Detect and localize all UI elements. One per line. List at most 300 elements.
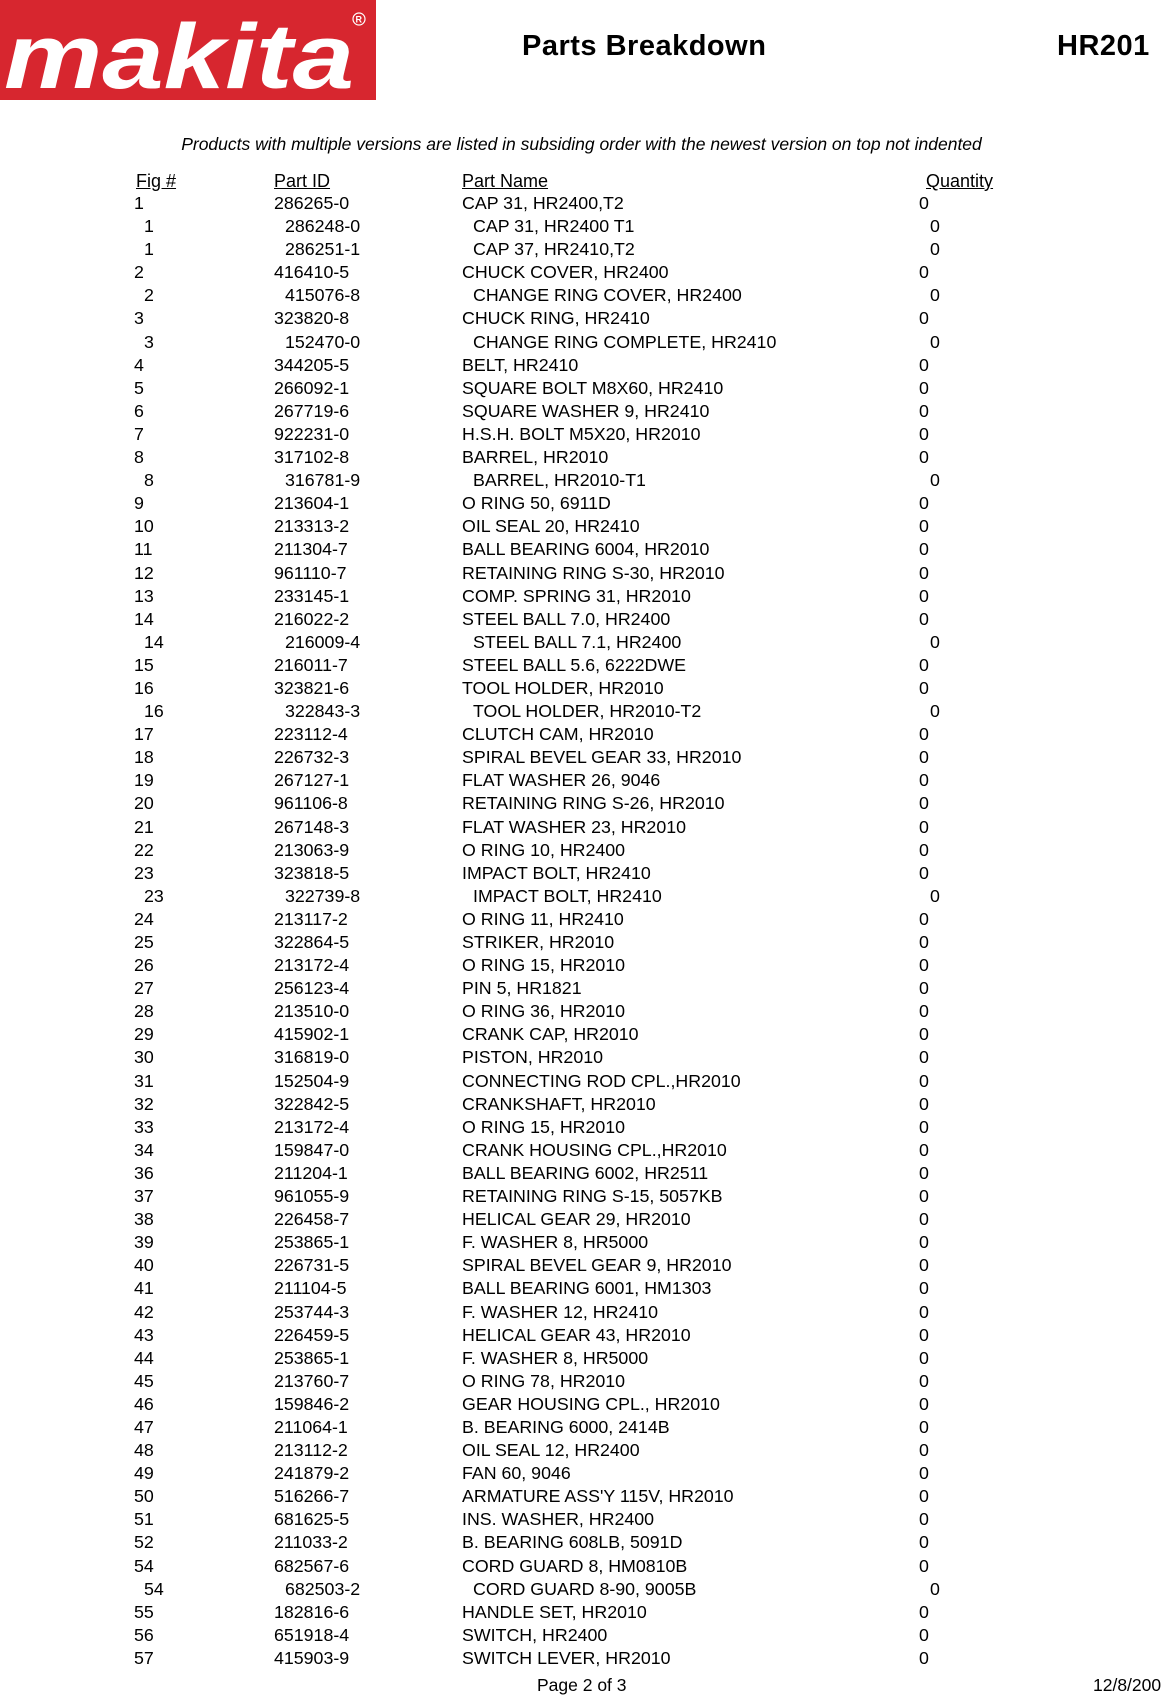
fig-number: 26	[134, 955, 154, 976]
fig-number: 22	[134, 839, 154, 860]
quantity: 0	[919, 516, 929, 537]
part-id: 182816-6	[274, 1601, 350, 1622]
quantity: 0	[919, 262, 929, 283]
fig-number: 2	[134, 262, 144, 283]
quantity: 0	[919, 1093, 929, 1114]
quantity: 0	[919, 1139, 929, 1160]
part-name: B. BEARING 6000, 2414B	[462, 1416, 670, 1437]
part-name: PIN 5, HR1821	[462, 978, 582, 999]
quantity: 0	[919, 1301, 929, 1322]
table-row	[0, 608, 1163, 631]
fig-number: 10	[134, 516, 154, 537]
table-row	[0, 746, 1163, 769]
fig-number: 38	[134, 1209, 154, 1230]
part-id: 286248-0	[285, 216, 361, 237]
table-row	[0, 1485, 1163, 1508]
part-name: CORD GUARD 8, HM0810B	[462, 1555, 688, 1576]
part-id: 253865-1	[274, 1347, 350, 1368]
table-row-alternate-version	[0, 284, 1163, 307]
part-id: 323820-8	[274, 308, 350, 329]
table-row-alternate-version	[0, 885, 1163, 908]
quantity: 0	[919, 1486, 929, 1507]
quantity: 0	[919, 1001, 929, 1022]
table-row-alternate-version	[0, 238, 1163, 261]
logo-wordmark: makita	[4, 6, 354, 100]
table-row	[0, 1023, 1163, 1046]
fig-number: 56	[134, 1624, 154, 1645]
part-id: 213172-4	[274, 955, 350, 976]
table-row	[0, 1462, 1163, 1485]
fig-number: 11	[134, 539, 153, 560]
quantity: 0	[930, 885, 940, 906]
column-header-part-id: Part ID	[274, 171, 331, 191]
table-row	[0, 723, 1163, 746]
part-id: 286251-1	[285, 239, 361, 260]
quantity: 0	[919, 1255, 929, 1276]
quantity: 0	[930, 331, 940, 352]
part-name: IMPACT BOLT, HR2410	[462, 862, 651, 883]
part-name: CLUTCH CAM, HR2010	[462, 724, 654, 745]
table-row	[0, 769, 1163, 792]
fig-number: 5	[134, 377, 144, 398]
fig-number: 51	[134, 1509, 154, 1530]
part-name: CAP 31, HR2400 T1	[473, 216, 635, 237]
part-id: 152470-0	[285, 331, 361, 352]
part-name: B. BEARING 608LB, 5091D	[462, 1532, 683, 1553]
quantity: 0	[919, 908, 929, 929]
fig-number: 17	[134, 724, 154, 745]
part-id: 316819-0	[274, 1047, 350, 1068]
table-row	[0, 792, 1163, 815]
part-name: H.S.H. BOLT M5X20, HR2010	[462, 423, 701, 444]
table-row	[0, 1647, 1163, 1670]
part-name: INS. WASHER, HR2400	[462, 1509, 655, 1530]
quantity: 0	[919, 423, 929, 444]
part-name: BALL BEARING 6002, HR2511	[462, 1162, 709, 1183]
listing-note: Products with multiple versions are listed in subsiding order with the newest version on top not indented	[181, 134, 982, 154]
quantity: 0	[919, 377, 929, 398]
quantity: 0	[919, 816, 929, 837]
fig-number: 13	[134, 585, 154, 606]
fig-number: 8	[134, 447, 144, 468]
table-row	[0, 1531, 1163, 1554]
part-name: O RING 50, 6911D	[462, 493, 611, 514]
part-id: 267719-6	[274, 400, 350, 421]
part-id: 516266-7	[274, 1486, 350, 1507]
table-row-alternate-version	[0, 1578, 1163, 1601]
table-row	[0, 446, 1163, 469]
trademark-letter: R	[355, 14, 362, 25]
fig-number: 34	[134, 1139, 154, 1160]
table-row	[0, 585, 1163, 608]
part-name: F. WASHER 8, HR5000	[462, 1347, 649, 1368]
quantity: 0	[919, 1532, 929, 1553]
quantity: 0	[919, 585, 929, 606]
quantity: 0	[930, 701, 940, 722]
part-id: 226458-7	[274, 1209, 350, 1230]
part-name: HELICAL GEAR 29, HR2010	[462, 1209, 691, 1230]
part-name: O RING 15, HR2010	[462, 1116, 626, 1137]
quantity: 0	[919, 354, 929, 375]
fig-number: 15	[134, 654, 154, 675]
fig-number: 49	[134, 1463, 154, 1484]
table-row	[0, 1093, 1163, 1116]
part-id: 323818-5	[274, 862, 350, 883]
print-date: 12/8/200	[1093, 1675, 1162, 1695]
part-id: 213760-7	[274, 1370, 350, 1391]
part-name: TOOL HOLDER, HR2010	[462, 677, 664, 698]
part-name: STRIKER, HR2010	[462, 932, 615, 952]
quantity: 0	[919, 724, 929, 745]
part-name: CHANGE RING COMPLETE, HR2410	[473, 331, 777, 352]
table-row	[0, 1324, 1163, 1347]
fig-number: 19	[134, 770, 154, 791]
table-row	[0, 1139, 1163, 1162]
quantity: 0	[919, 677, 929, 698]
quantity: 0	[930, 1578, 940, 1599]
part-name: STEEL BALL 7.1, HR2400	[473, 631, 682, 652]
table-row	[0, 954, 1163, 977]
part-name: GEAR HOUSING CPL., HR2010	[462, 1393, 720, 1414]
part-name: TOOL HOLDER, HR2010-T2	[473, 701, 702, 722]
table-row	[0, 400, 1163, 423]
fig-number: 9	[134, 493, 144, 514]
quantity: 0	[919, 1324, 929, 1345]
part-name: RETAINING RING S-15, 5057KB	[462, 1186, 723, 1207]
table-row	[0, 1555, 1163, 1578]
part-id: 322739-8	[285, 885, 361, 906]
part-name: HANDLE SET, HR2010	[462, 1601, 647, 1622]
fig-number: 33	[134, 1116, 154, 1137]
fig-number: 31	[134, 1070, 154, 1091]
part-id: 159846-2	[274, 1393, 350, 1414]
part-name: FLAT WASHER 23, HR2010	[462, 816, 686, 837]
table-row	[0, 1439, 1163, 1462]
quantity: 0	[930, 239, 940, 260]
fig-number: 41	[134, 1278, 154, 1299]
quantity: 0	[919, 1070, 929, 1091]
table-row	[0, 1277, 1163, 1300]
part-id: 317102-8	[274, 447, 350, 468]
part-name: ARMATURE ASS'Y 115V, HR2010	[462, 1486, 734, 1507]
part-id: 211033-2	[274, 1532, 348, 1553]
part-name: O RING 36, HR2010	[462, 1001, 626, 1022]
fig-number: 1	[134, 193, 144, 213]
fig-number: 18	[134, 747, 154, 768]
part-name: SWITCH, HR2400	[462, 1624, 608, 1645]
table-row	[0, 816, 1163, 839]
quantity: 0	[919, 1024, 929, 1045]
part-id: 213172-4	[274, 1116, 350, 1137]
part-name: O RING 10, HR2400	[462, 839, 626, 860]
part-name: OIL SEAL 12, HR2400	[462, 1440, 640, 1461]
quantity: 0	[919, 1209, 929, 1230]
fig-number: 42	[134, 1301, 154, 1322]
quantity: 0	[919, 1463, 929, 1484]
quantity: 0	[919, 1347, 929, 1368]
quantity: 0	[919, 1509, 929, 1530]
part-id: 267148-3	[274, 816, 350, 837]
part-id: 226731-5	[274, 1255, 350, 1276]
table-row	[0, 1208, 1163, 1231]
fig-number: 24	[134, 908, 154, 929]
table-row	[0, 192, 1163, 215]
table-row	[0, 1416, 1163, 1439]
part-id: 159847-0	[274, 1139, 350, 1160]
table-row	[0, 1000, 1163, 1023]
quantity: 0	[919, 839, 929, 860]
table-row	[0, 307, 1163, 330]
part-id: 152504-9	[274, 1070, 350, 1091]
quantity: 0	[919, 1232, 929, 1253]
part-id: 213313-2	[274, 516, 350, 537]
quantity: 0	[919, 539, 929, 560]
part-id: 682503-2	[285, 1578, 361, 1599]
fig-number: 2	[144, 285, 154, 306]
fig-number: 1	[144, 239, 154, 260]
part-name: PISTON, HR2010	[462, 1047, 603, 1068]
part-name: CRANKSHAFT, HR2010	[462, 1093, 656, 1114]
part-name: SQUARE WASHER 9, HR2410	[462, 400, 710, 421]
quantity: 0	[919, 1162, 929, 1183]
part-id: 682567-6	[274, 1555, 350, 1576]
quantity: 0	[919, 1601, 929, 1622]
quantity: 0	[919, 1186, 929, 1207]
part-name: OIL SEAL 20, HR2410	[462, 516, 640, 537]
part-name: CRANK HOUSING CPL.,HR2010	[462, 1139, 727, 1160]
model-number: HR201	[1057, 30, 1150, 62]
part-id: 961106-8	[274, 793, 348, 814]
quantity: 0	[919, 654, 929, 675]
part-id: 681625-5	[274, 1509, 350, 1530]
column-header-quantity: Quantity	[926, 171, 994, 191]
fig-number: 50	[134, 1486, 154, 1507]
part-name: SWITCH LEVER, HR2010	[462, 1647, 671, 1668]
quantity: 0	[919, 400, 929, 421]
quantity: 0	[919, 1624, 929, 1645]
quantity: 0	[930, 470, 940, 491]
table-row-alternate-version	[0, 331, 1163, 354]
quantity: 0	[919, 955, 929, 976]
part-name: COMP. SPRING 31, HR2010	[462, 585, 691, 606]
quantity: 0	[919, 1278, 929, 1299]
part-id: 213112-2	[274, 1440, 348, 1461]
part-id: 322843-3	[285, 701, 361, 722]
table-row	[0, 538, 1163, 561]
part-id: 286265-0	[274, 193, 350, 213]
part-id: 415903-9	[274, 1647, 350, 1668]
part-id: 226459-5	[274, 1324, 350, 1345]
part-id: 213604-1	[274, 493, 350, 514]
fig-number: 55	[134, 1601, 154, 1622]
column-header-part-name: Part Name	[462, 171, 549, 191]
table-row	[0, 1393, 1163, 1416]
part-id: 253865-1	[274, 1232, 350, 1253]
part-id: 415902-1	[274, 1024, 350, 1045]
part-id: 961055-9	[274, 1186, 350, 1207]
part-name: CHUCK RING, HR2410	[462, 308, 650, 329]
table-row	[0, 1508, 1163, 1531]
table-row	[0, 354, 1163, 377]
fig-number: 54	[134, 1555, 154, 1576]
part-name: BARREL, HR2010-T1	[473, 470, 646, 491]
part-id: 226732-3	[274, 747, 350, 768]
part-name: RETAINING RING S-26, HR2010	[462, 793, 725, 814]
part-id: 211104-5	[274, 1278, 347, 1299]
quantity: 0	[919, 447, 929, 468]
part-name: BALL BEARING 6004, HR2010	[462, 539, 710, 560]
table-row	[0, 1162, 1163, 1185]
part-name: O RING 11, HR2410	[462, 908, 624, 929]
part-name: IMPACT BOLT, HR2410	[473, 885, 662, 906]
table-row	[0, 908, 1163, 931]
part-name: CORD GUARD 8-90, 9005B	[473, 1578, 697, 1599]
part-name: SQUARE BOLT M8X60, HR2410	[462, 377, 724, 398]
fig-number: 44	[134, 1347, 154, 1368]
quantity: 0	[919, 1647, 929, 1668]
part-id: 416410-5	[274, 262, 350, 283]
table-row	[0, 377, 1163, 400]
part-name: BELT, HR2410	[462, 354, 579, 375]
part-name: O RING 78, HR2010	[462, 1370, 626, 1391]
table-row	[0, 1254, 1163, 1277]
part-id: 266092-1	[274, 377, 350, 398]
part-id: 344205-5	[274, 354, 350, 375]
part-id: 322842-5	[274, 1093, 350, 1114]
quantity: 0	[930, 216, 940, 237]
part-name: O RING 15, HR2010	[462, 955, 626, 976]
quantity: 0	[930, 285, 940, 306]
table-row	[0, 1046, 1163, 1069]
fig-number: 32	[134, 1093, 154, 1114]
table-row	[0, 862, 1163, 885]
fig-number: 46	[134, 1393, 154, 1414]
table-row-alternate-version	[0, 631, 1163, 654]
table-row	[0, 677, 1163, 700]
part-id: 651918-4	[274, 1624, 350, 1645]
table-row-alternate-version	[0, 215, 1163, 238]
part-id: 211204-1	[274, 1162, 348, 1183]
fig-number: 12	[134, 562, 154, 583]
table-row-alternate-version	[0, 700, 1163, 723]
fig-number: 21	[134, 816, 154, 837]
part-name: STEEL BALL 7.0, HR2400	[462, 608, 671, 629]
part-name: CAP 31, HR2400,T2	[462, 193, 624, 213]
table-row	[0, 1370, 1163, 1393]
part-name: F. WASHER 12, HR2410	[462, 1301, 658, 1322]
part-id: 216011-7	[274, 654, 348, 675]
fig-number: 16	[144, 701, 164, 722]
part-id: 216009-4	[285, 631, 361, 652]
table-row	[0, 977, 1163, 1000]
fig-number: 23	[134, 862, 154, 883]
quantity: 0	[919, 793, 929, 814]
part-id: 213117-2	[274, 908, 348, 929]
table-row	[0, 1116, 1163, 1139]
table-row	[0, 1301, 1163, 1324]
quantity: 0	[930, 631, 940, 652]
quantity: 0	[919, 493, 929, 514]
table-row	[0, 1185, 1163, 1208]
quantity: 0	[919, 1440, 929, 1461]
part-id: 322864-5	[274, 932, 350, 952]
page-title: Parts Breakdown	[522, 30, 767, 62]
fig-number: 36	[134, 1162, 154, 1183]
part-id: 216022-2	[274, 608, 350, 629]
quantity: 0	[919, 308, 929, 329]
part-id: 241879-2	[274, 1463, 350, 1484]
part-name: CAP 37, HR2410,T2	[473, 239, 635, 260]
parts-table	[0, 192, 1163, 1670]
quantity: 0	[919, 1393, 929, 1414]
part-name: CRANK CAP, HR2010	[462, 1024, 639, 1045]
fig-number: 48	[134, 1440, 154, 1461]
part-name: CHANGE RING COVER, HR2400	[473, 285, 742, 306]
fig-number: 14	[144, 631, 164, 652]
quantity: 0	[919, 932, 929, 952]
part-name: CHUCK COVER, HR2400	[462, 262, 669, 283]
fig-number: 52	[134, 1532, 154, 1553]
fig-number: 43	[134, 1324, 154, 1345]
fig-number: 57	[134, 1647, 154, 1668]
part-name: FLAT WASHER 26, 9046	[462, 770, 661, 791]
part-id: 323821-6	[274, 677, 350, 698]
part-id: 256123-4	[274, 978, 350, 999]
quantity: 0	[919, 193, 929, 213]
makita-logo-graphic	[0, 0, 376, 100]
page-number: Page 2 of 3	[537, 1675, 627, 1695]
part-name: RETAINING RING S-30, HR2010	[462, 562, 725, 583]
part-name: SPIRAL BEVEL GEAR 33, HR2010	[462, 747, 742, 768]
fig-number: 6	[134, 400, 144, 421]
quantity: 0	[919, 978, 929, 999]
fig-number: 28	[134, 1001, 154, 1022]
part-id: 233145-1	[274, 585, 350, 606]
quantity: 0	[919, 1116, 929, 1137]
part-name: BALL BEARING 6001, HM1303	[462, 1278, 712, 1299]
fig-number: 39	[134, 1232, 154, 1253]
part-name: HELICAL GEAR 43, HR2010	[462, 1324, 691, 1345]
fig-number: 29	[134, 1024, 154, 1045]
table-row	[0, 423, 1163, 446]
table-row	[0, 931, 1163, 954]
fig-number: 54	[144, 1578, 164, 1599]
table-row	[0, 1347, 1163, 1370]
fig-number: 16	[134, 677, 154, 698]
quantity: 0	[919, 1555, 929, 1576]
quantity: 0	[919, 747, 929, 768]
fig-number: 8	[144, 470, 154, 491]
table-row	[0, 562, 1163, 585]
part-id: 223112-4	[274, 724, 348, 745]
part-id: 961110-7	[274, 562, 347, 583]
fig-number: 45	[134, 1370, 154, 1391]
makita-logo	[0, 0, 376, 100]
table-row	[0, 515, 1163, 538]
fig-number: 25	[134, 932, 154, 952]
fig-number: 3	[144, 331, 154, 352]
part-name: SPIRAL BEVEL GEAR 9, HR2010	[462, 1255, 732, 1276]
fig-number: 40	[134, 1255, 154, 1276]
part-id: 213063-9	[274, 839, 350, 860]
fig-number: 27	[134, 978, 154, 999]
table-row	[0, 261, 1163, 284]
part-id: 213510-0	[274, 1001, 350, 1022]
part-name: STEEL BALL 5.6, 6222DWE	[462, 654, 687, 675]
part-id: 211064-1	[274, 1416, 348, 1437]
part-name: CONNECTING ROD CPL.,HR2010	[462, 1070, 741, 1091]
fig-number: 3	[134, 308, 144, 329]
